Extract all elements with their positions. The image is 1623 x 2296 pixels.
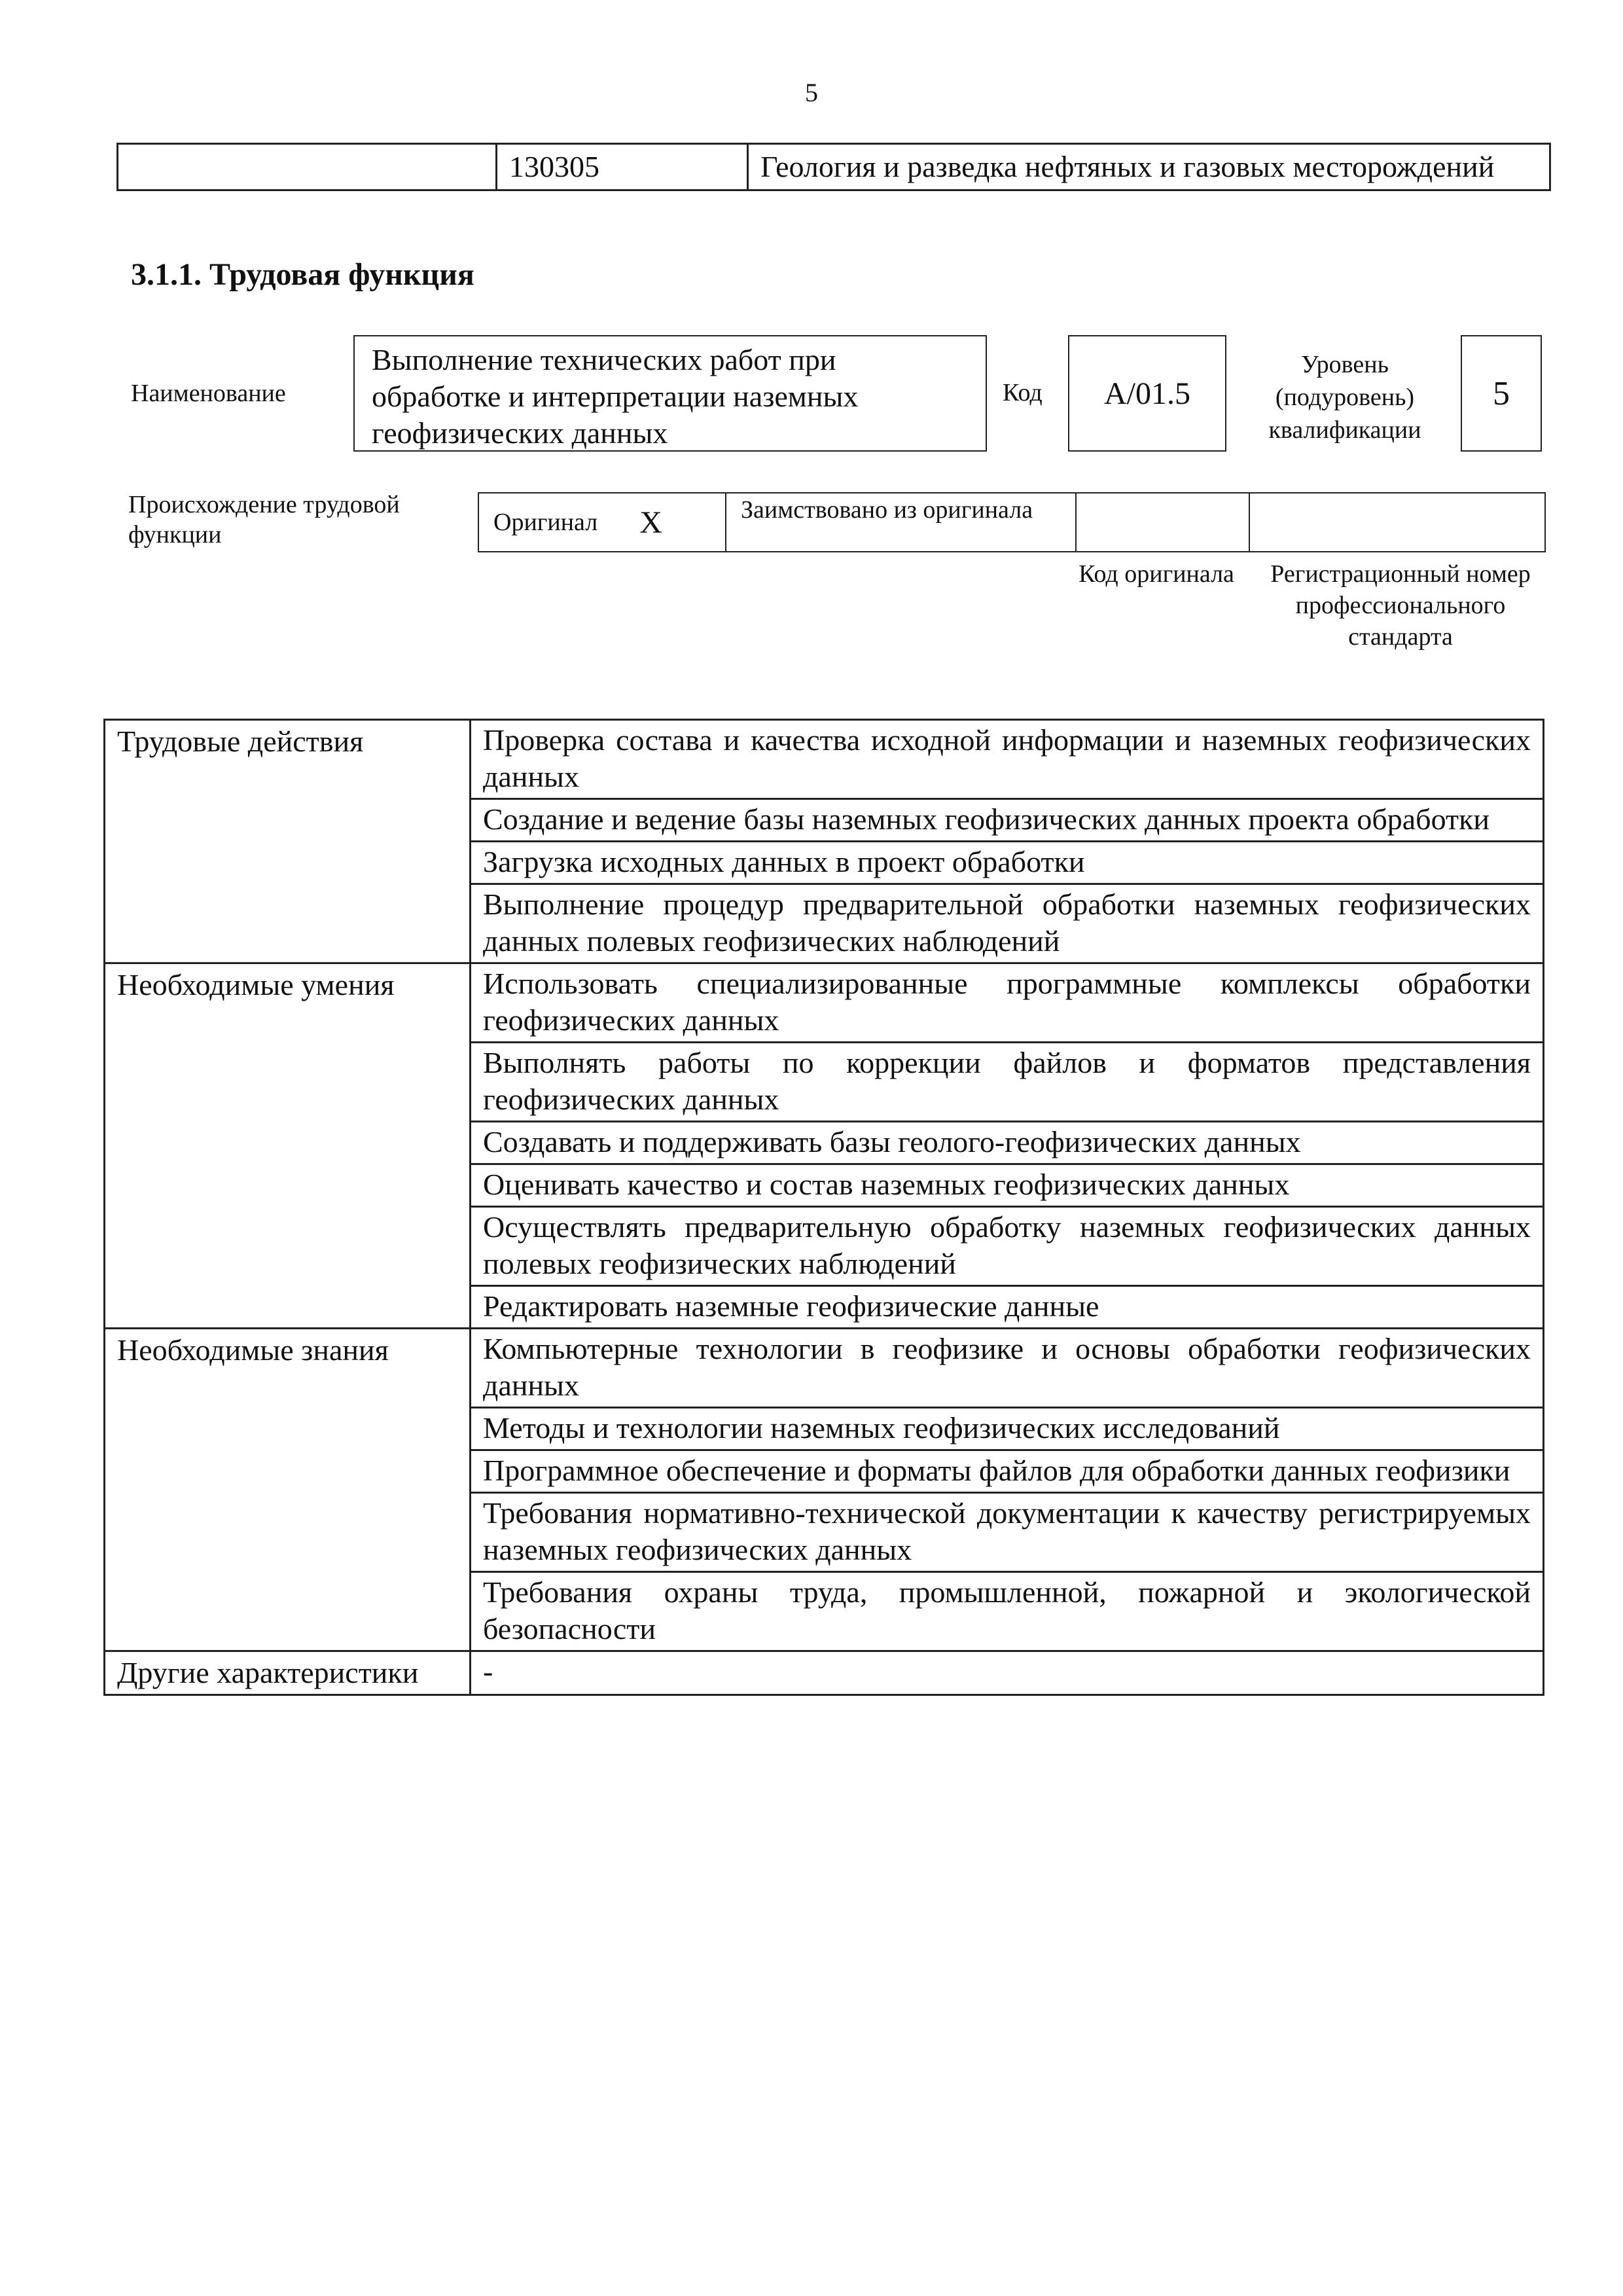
page-number: 5 [805,78,818,107]
item-cell: Осуществлять предварительную обработку наземных геофизических данных полевых геофизических наблюдений [471,1207,1544,1286]
registration-number-cell [1250,493,1544,551]
function-details-table [103,719,1544,1696]
item-cell: Редактировать наземные геофизические данные [471,1286,1544,1329]
item-cell: Загрузка исходных данных в проект обработки [471,842,1544,884]
specialty-name: Геология и разведка нефтяных и газовых месторождений [748,144,1550,190]
table-row [105,963,1544,1043]
specialty-code: 130305 [497,144,748,190]
function-code-box: А/01.5 [1068,335,1226,452]
category-cell: Другие характеристики [105,1651,471,1695]
code-label: Код [1003,379,1043,406]
item-cell: Создание и ведение базы наземных геофизических данных проекта обработки [471,799,1544,842]
category-cell: Необходимые знания [105,1329,471,1651]
original-mark: X [639,505,662,540]
table-row [118,144,1550,190]
section-heading: 3.1.1. Трудовая функция [131,257,474,292]
item-cell: Оценивать качество и состав наземных геофизических данных [471,1164,1544,1207]
category-cell: Трудовые действия [105,720,471,963]
empty-cell [118,144,497,190]
original-label: Оригинал [493,509,598,536]
original-code-caption: Код оригинала [1079,560,1234,588]
category-cell: Необходимые умения [105,963,471,1329]
function-name-box: Выполнение технических работ при обработке и интерпретации наземных геофизических данных [353,335,987,452]
item-cell: Компьютерные технологии в геофизике и основы обработки геофизических данных [471,1329,1544,1408]
origin-row [478,492,1546,552]
item-cell: - [471,1651,1544,1695]
original-cell [479,493,726,551]
item-cell: Выполнение процедур предварительной обработки наземных геофизических данных полевых геофизических наблюдений [471,884,1544,963]
item-cell: Требования нормативно-технической документации к качеству регистрируемых наземных геофизических данных [471,1493,1544,1572]
table-row [105,1329,1544,1408]
item-cell: Проверка состава и качества исходной информации и наземных геофизических данных [471,720,1544,799]
level-value-box: 5 [1461,335,1542,452]
borrowed-label: Заимствовано из оригинала [726,493,1077,551]
table-row [105,720,1544,799]
qualification-table [116,143,1551,191]
origin-label: Происхождение трудовой функции [128,491,400,548]
original-code-cell [1077,493,1250,551]
item-cell: Использовать специализированные программные комплексы обработки геофизических данных [471,963,1544,1043]
level-label: Уровень (подуровень) квалификации [1268,351,1421,444]
item-cell: Методы и технологии наземных геофизических исследований [471,1408,1544,1450]
name-label: Наименование [131,380,286,407]
registration-number-caption: Регистрационный номер профессионального стандарта [1270,560,1531,651]
item-cell: Создавать и поддерживать базы геолого-геофизических данных [471,1122,1544,1164]
item-cell: Требования охраны труда, промышленной, пожарной и экологической безопасности [471,1572,1544,1651]
item-cell: Выполнять работы по коррекции файлов и форматов представления геофизических данных [471,1043,1544,1122]
item-cell: Программное обеспечение и форматы файлов для обработки данных геофизики [471,1450,1544,1493]
table-row [105,1651,1544,1695]
